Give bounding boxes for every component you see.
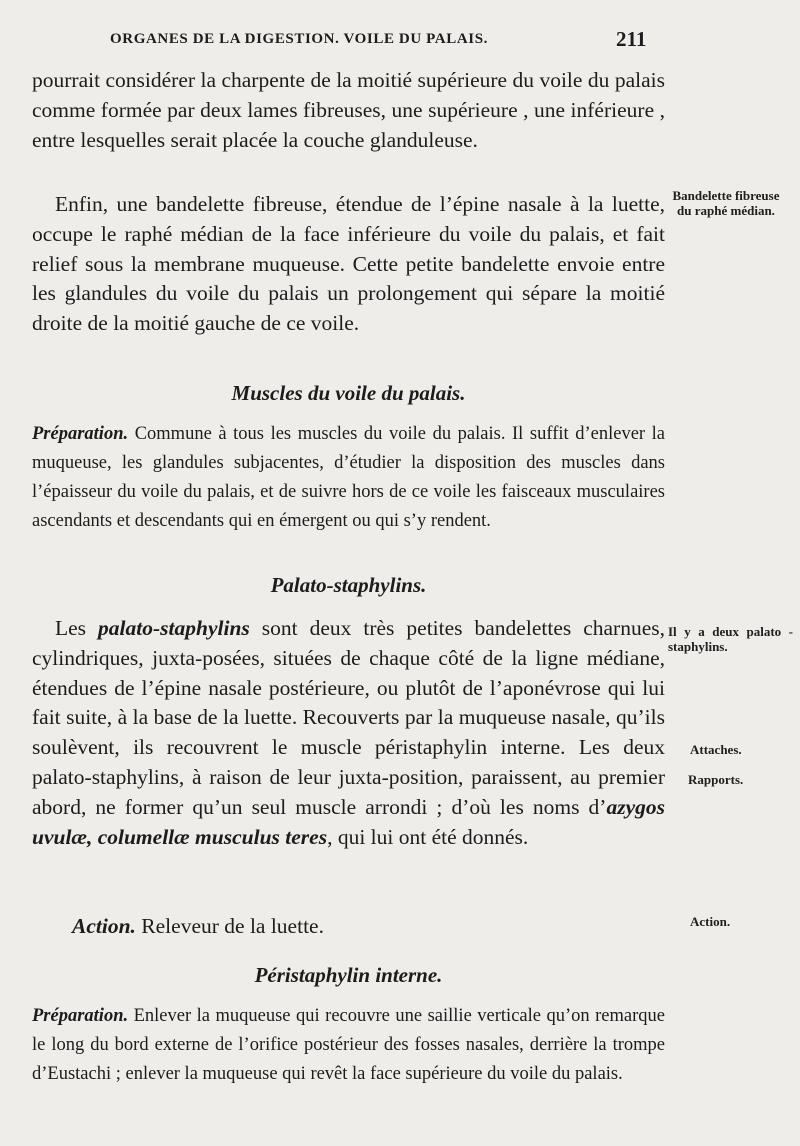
action-label: Action.	[72, 914, 136, 938]
section-heading-peristaphylin: Péristaphylin interne.	[254, 963, 443, 987]
action-line	[72, 914, 324, 939]
margin-note-attaches: Attaches.	[690, 742, 742, 757]
section-heading-muscles: Muscles du voile du palais.	[231, 381, 466, 405]
preparation-paragraph-1	[32, 420, 665, 536]
margin-note-rapports: Rapports.	[688, 772, 744, 787]
preparation-paragraph-2	[32, 1002, 665, 1089]
para3-latin-names: azygos uvulæ, columellæ musculus teres	[32, 794, 665, 849]
paragraph-palato-staphylins	[32, 614, 665, 852]
preparation-label-2: Préparation.	[32, 1006, 129, 1026]
section-heading-palato-staphylins: Palato-staphylins.	[270, 573, 427, 597]
preparation-label: Préparation.	[32, 424, 129, 444]
action-text: Releveur de la luette.	[135, 914, 324, 938]
preparation-text-2: Enlever la muqueuse qui recouvre une saillie verticale qu’on remarque le long du bord externe de l’orifice postérieur des fosses nasales, derrière la trompe d’Eustachi ; enlever la muqueuse qui revêt la face supérieure du voile du palais.	[32, 1006, 665, 1084]
preparation-text: Commune à tous les muscles du voile du palais. Il suffit d’enlever la muqueuse, les glandules subjacentes, d’étudier la disposition des muscles dans l’épaisseur du voile du palais, et de suivre hors de ce voile les faisceaux musculaires ascendants et descendants qui en émergent ou qui s’y rendent.	[32, 424, 665, 531]
para3-part-c: sont deux très petites bandelettes charnues, cylindriques, juxta-posées, situées de chaque côté de la ligne médiane, étendues de l’épine nasale postérieure, ou plutôt de l’aponévrose qui lui fait suite, à la base de la luette. Recouverts par la muqueuse nasale, qu’ils soulèvent, ils recouvrent le muscle péristaphylin interne. Les deux palato-staphylins, à raison de leur juxta-position, paraissent, au premier abord, ne former qu’un seul muscle arrondi ; d’où les noms d’	[32, 616, 665, 819]
margin-note-action: Action.	[690, 914, 731, 929]
margin-note-deux-palato: Il y a deux palato - staphylins.	[668, 624, 793, 654]
para3-part-a: Les	[55, 616, 99, 640]
margin-note-bandelette: Bandelette fibreuse du raphé médian.	[672, 188, 780, 218]
para3-term: palato-staphylins	[98, 616, 250, 640]
running-title: ORGANES DE LA DIGESTION. VOILE DU PALAIS.	[110, 31, 488, 47]
page-number: 211	[616, 27, 647, 51]
paragraph-continuation: pourrait considérer la charpente de la moitié supérieure du voile du palais comme formée par deux lames fibreuses, une supérieure , une inférieure , entre lesquelles serait placée la couche glanduleuse.	[32, 68, 665, 152]
paragraph-bandelette: Enfin, une bandelette fibreuse, étendue de l’épine nasale à la luette, occupe le raphé médian de la face inférieure du voile du palais, et fait relief sous la membrane muqueuse. Cette petite bandelette envoie entre les glandules du voile du palais un prolongement qui sépare la moitié droite de la moitié gauche de ce voile.	[32, 192, 665, 336]
para3-part-e: , qui lui ont été donnés.	[327, 824, 529, 849]
